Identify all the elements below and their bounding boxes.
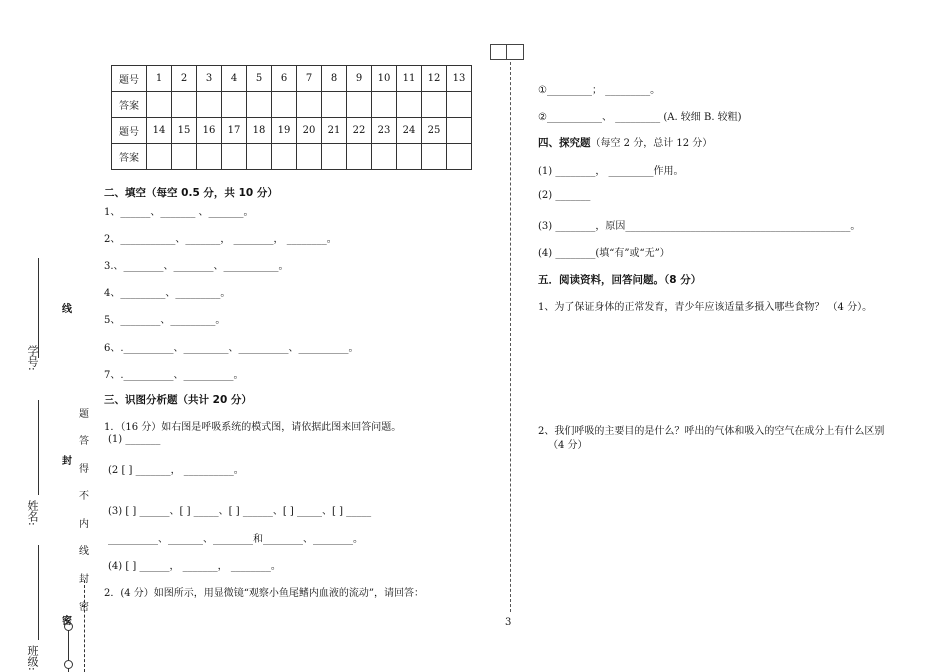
question-number-cell: 11 — [397, 66, 422, 92]
answer-table — [111, 65, 472, 170]
s5-q1: 1、为了保证身体的正常发育，青少年应该适量多摄入哪些食物？ （4 分）。 — [538, 302, 873, 313]
answer-cell[interactable] — [447, 92, 472, 118]
question-number-cell: 18 — [247, 118, 272, 144]
answer-cell[interactable] — [222, 92, 247, 118]
question-number-cell: 13 — [447, 66, 472, 92]
section4-title: 四、探究题 — [538, 137, 591, 149]
fill-line-3[interactable]: 3.、________、________、___________。 — [104, 261, 289, 272]
fill-line-5[interactable]: 5、________、_________。 — [104, 315, 226, 326]
answer-cell[interactable] — [322, 144, 347, 170]
table-header-cell: 答案 — [112, 92, 147, 118]
question-number-cell — [447, 118, 472, 144]
seal-char-mi: 密 — [62, 616, 72, 627]
question-number-cell: 22 — [347, 118, 372, 144]
answer-cell[interactable] — [172, 144, 197, 170]
q1-line-3[interactable]: (3) [ ] ______、[ ] _____、[ ] ______、[ ] _____、[ ] _____ — [108, 506, 372, 517]
s4-line-1[interactable]: (1) ________， _________作用。 — [538, 166, 684, 177]
question-number-cell: 12 — [422, 66, 447, 92]
question-number-cell: 25 — [422, 118, 447, 144]
question-number-cell: 15 — [172, 118, 197, 144]
question-number-cell: 23 — [372, 118, 397, 144]
s4-line-3[interactable]: (3) ________，原因_____________________________________________。 — [538, 221, 861, 232]
table-row — [112, 66, 472, 92]
answer-cell[interactable] — [147, 144, 172, 170]
fill-line-7[interactable]: 7、.__________、__________。 — [104, 370, 244, 381]
question-number-cell: 21 — [322, 118, 347, 144]
q1-line-5[interactable]: (4) [ ] ______， _______， ________。 — [108, 561, 281, 572]
s5-q2-points: （4 分） — [548, 440, 588, 451]
table-header-cell: 题号 — [112, 66, 147, 92]
seal-char-feng: 封 — [62, 456, 72, 467]
section4-heading — [538, 134, 712, 150]
right-line-1[interactable]: ①_________； _________。 — [538, 85, 661, 96]
answer-cell[interactable] — [347, 144, 372, 170]
name-label: 姓名: — [26, 500, 39, 526]
question-number-cell: 6 — [272, 66, 297, 92]
page-number: 3 — [505, 617, 512, 628]
answer-cell[interactable] — [197, 92, 222, 118]
answer-cell[interactable] — [247, 144, 272, 170]
answer-cell[interactable] — [247, 92, 272, 118]
column-divider — [510, 62, 511, 612]
warning-char-8: 密 — [79, 602, 89, 613]
seal-char-xian: 线 — [62, 304, 72, 315]
fill-line-4[interactable]: 4、_________、_________。 — [104, 288, 231, 299]
warning-char-7: 封 — [79, 574, 89, 585]
section3-title: 三、识图分析题（共计 20 分） — [104, 394, 252, 406]
q1-line-4[interactable]: __________、_______、________和________、________。 — [108, 534, 363, 545]
warning-char-4: 不 — [79, 491, 89, 502]
table-row — [112, 118, 472, 144]
fill-line-1[interactable]: 1、______、_______ 、_______。 — [104, 207, 254, 218]
binding-line-1 — [38, 258, 39, 358]
binding-dash-line — [84, 580, 85, 672]
answer-cell[interactable] — [422, 92, 447, 118]
answer-cell[interactable] — [347, 92, 372, 118]
warning-char-5: 内 — [79, 519, 89, 530]
answer-cell[interactable] — [147, 92, 172, 118]
answer-cell[interactable] — [172, 92, 197, 118]
answer-cell[interactable] — [197, 144, 222, 170]
answer-cell[interactable] — [372, 144, 397, 170]
answer-cell[interactable] — [297, 144, 322, 170]
question-number-cell: 14 — [147, 118, 172, 144]
fill-line-6[interactable]: 6、.__________、_________、__________、__________。 — [104, 343, 359, 354]
question-number-cell: 19 — [272, 118, 297, 144]
table-header-cell: 答案 — [112, 144, 147, 170]
question-number-cell: 2 — [172, 66, 197, 92]
question-number-cell: 17 — [222, 118, 247, 144]
answer-cell[interactable] — [322, 92, 347, 118]
answer-cell[interactable] — [272, 144, 297, 170]
q1-line-1[interactable]: (1) _______ — [108, 434, 161, 445]
section3-q1: 1．（16 分）如右图是呼吸系统的模式图，请依据此图来回答问题。 — [104, 422, 402, 433]
header-box — [490, 44, 524, 60]
section4-note: （每空 2 分，总计 12 分） — [590, 138, 713, 149]
warning-char-3: 得 — [79, 464, 89, 475]
question-number-cell: 3 — [197, 66, 222, 92]
warning-char-1: 题 — [79, 409, 89, 420]
class-label: 班级: — [26, 645, 39, 671]
warning-char-6: 线 — [79, 546, 89, 557]
question-number-cell: 24 — [397, 118, 422, 144]
s4-line-2[interactable]: (2) _______ — [538, 190, 591, 201]
question-number-cell: 20 — [297, 118, 322, 144]
section5-title: 五．阅读资料，回答问题。（8 分） — [538, 274, 702, 286]
question-number-cell: 1 — [147, 66, 172, 92]
right-line-2[interactable]: ②___________、 _________ (A. 较细 B. 较粗) — [538, 112, 742, 123]
question-number-cell: 9 — [347, 66, 372, 92]
answer-cell[interactable] — [422, 144, 447, 170]
table-row — [112, 144, 472, 170]
s5-q2: 2、我们呼吸的主要目的是什么？呼出的气体和吸入的空气在成分上有什么区别 — [538, 426, 885, 437]
answer-cell[interactable] — [397, 144, 422, 170]
binding-line-3 — [38, 545, 39, 640]
warning-char-2: 答 — [79, 436, 89, 447]
answer-cell[interactable] — [297, 92, 322, 118]
q1-line-2[interactable]: (2 [ ] _______， __________。 — [108, 465, 244, 476]
binding-hole-2 — [64, 660, 73, 669]
answer-cell[interactable] — [272, 92, 297, 118]
question-number-cell: 8 — [322, 66, 347, 92]
table-header-cell: 题号 — [112, 118, 147, 144]
question-number-cell: 5 — [247, 66, 272, 92]
binding-line-2 — [38, 400, 39, 495]
section3-q2: 2．(4 分）如图所示，用显微镜“观察小鱼尾鳍内血液的流动”，请回答： — [104, 588, 425, 599]
answer-cell[interactable] — [372, 92, 397, 118]
question-number-cell: 7 — [297, 66, 322, 92]
answer-cell[interactable] — [447, 144, 472, 170]
answer-cell[interactable] — [222, 144, 247, 170]
s4-line-4[interactable]: (4) ________(填“有”或“无”） — [538, 248, 670, 259]
fill-line-2[interactable]: 2、___________、_______， ________， ________。 — [104, 234, 337, 245]
question-number-cell: 4 — [222, 66, 247, 92]
answer-cell[interactable] — [397, 92, 422, 118]
question-number-cell: 16 — [197, 118, 222, 144]
section2-title: 二、填空（每空 0.5 分，共 10 分） — [104, 187, 278, 199]
student-id-label: 学号: — [26, 345, 39, 371]
question-number-cell: 10 — [372, 66, 397, 92]
table-row — [112, 92, 472, 118]
